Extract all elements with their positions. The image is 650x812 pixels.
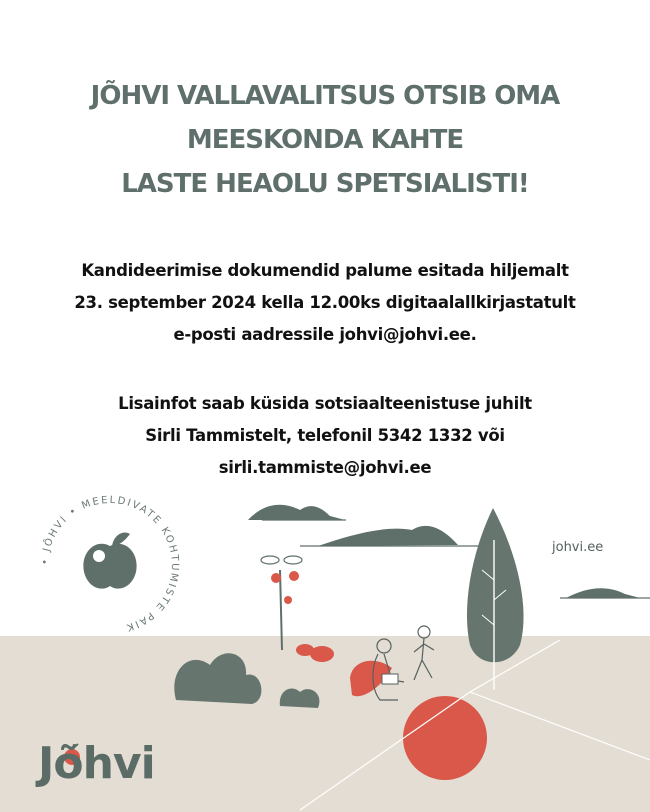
bush-small — [280, 688, 320, 708]
lamp-head-left — [261, 556, 279, 564]
cypress-tree — [467, 508, 524, 662]
headline-line-1: JÕHVI VALLAVALITSUS OTSIB OMA — [90, 81, 560, 111]
person-sitting-head — [377, 639, 391, 653]
person-walking-head — [418, 626, 430, 638]
hill-right — [566, 588, 640, 598]
seal-apple-icon — [83, 544, 136, 589]
website-url: johvi.ee — [552, 540, 604, 555]
lamp-post — [280, 570, 282, 650]
contact-line-3: sirli.tammiste@johvi.ee — [218, 458, 432, 477]
johvi-logo: Jõhvi — [38, 738, 155, 789]
seal-text: • JÕHVI • MEELDIVATE KOHTUMISTE PAIK — [39, 494, 181, 634]
contact-line-1: Lisainfot saab küsida sotsiaalteenistuse juhilt — [118, 394, 532, 413]
apple-1 — [271, 573, 281, 583]
apple-big — [403, 696, 487, 780]
lamp-head-right — [284, 556, 302, 564]
person-walking-body — [414, 638, 434, 680]
bush-large — [174, 653, 261, 704]
contact-line-2: Sirli Tammistelt, telefonil 5342 1332 või — [145, 426, 505, 445]
headline-line-2: MEESKONDA KAHTE — [186, 125, 464, 155]
seal-badge — [40, 495, 180, 633]
apple-3 — [284, 596, 292, 604]
apple-2 — [289, 571, 299, 581]
headline-line-3: LASTE HEAOLU SPETSIALISTI! — [121, 169, 529, 199]
application-line-2: 23. september 2024 kella 12.00ks digitaalallkirjastatult — [74, 293, 576, 312]
application-line-1: Kandideerimise dokumendid palume esitada hiljemalt — [81, 261, 569, 280]
laptop — [382, 674, 398, 684]
apple-ground-2 — [310, 646, 334, 662]
application-line-3: e-posti aadressile johvi@johvi.ee. — [173, 325, 477, 344]
hill-left — [248, 505, 345, 520]
hill-middle — [318, 526, 458, 546]
